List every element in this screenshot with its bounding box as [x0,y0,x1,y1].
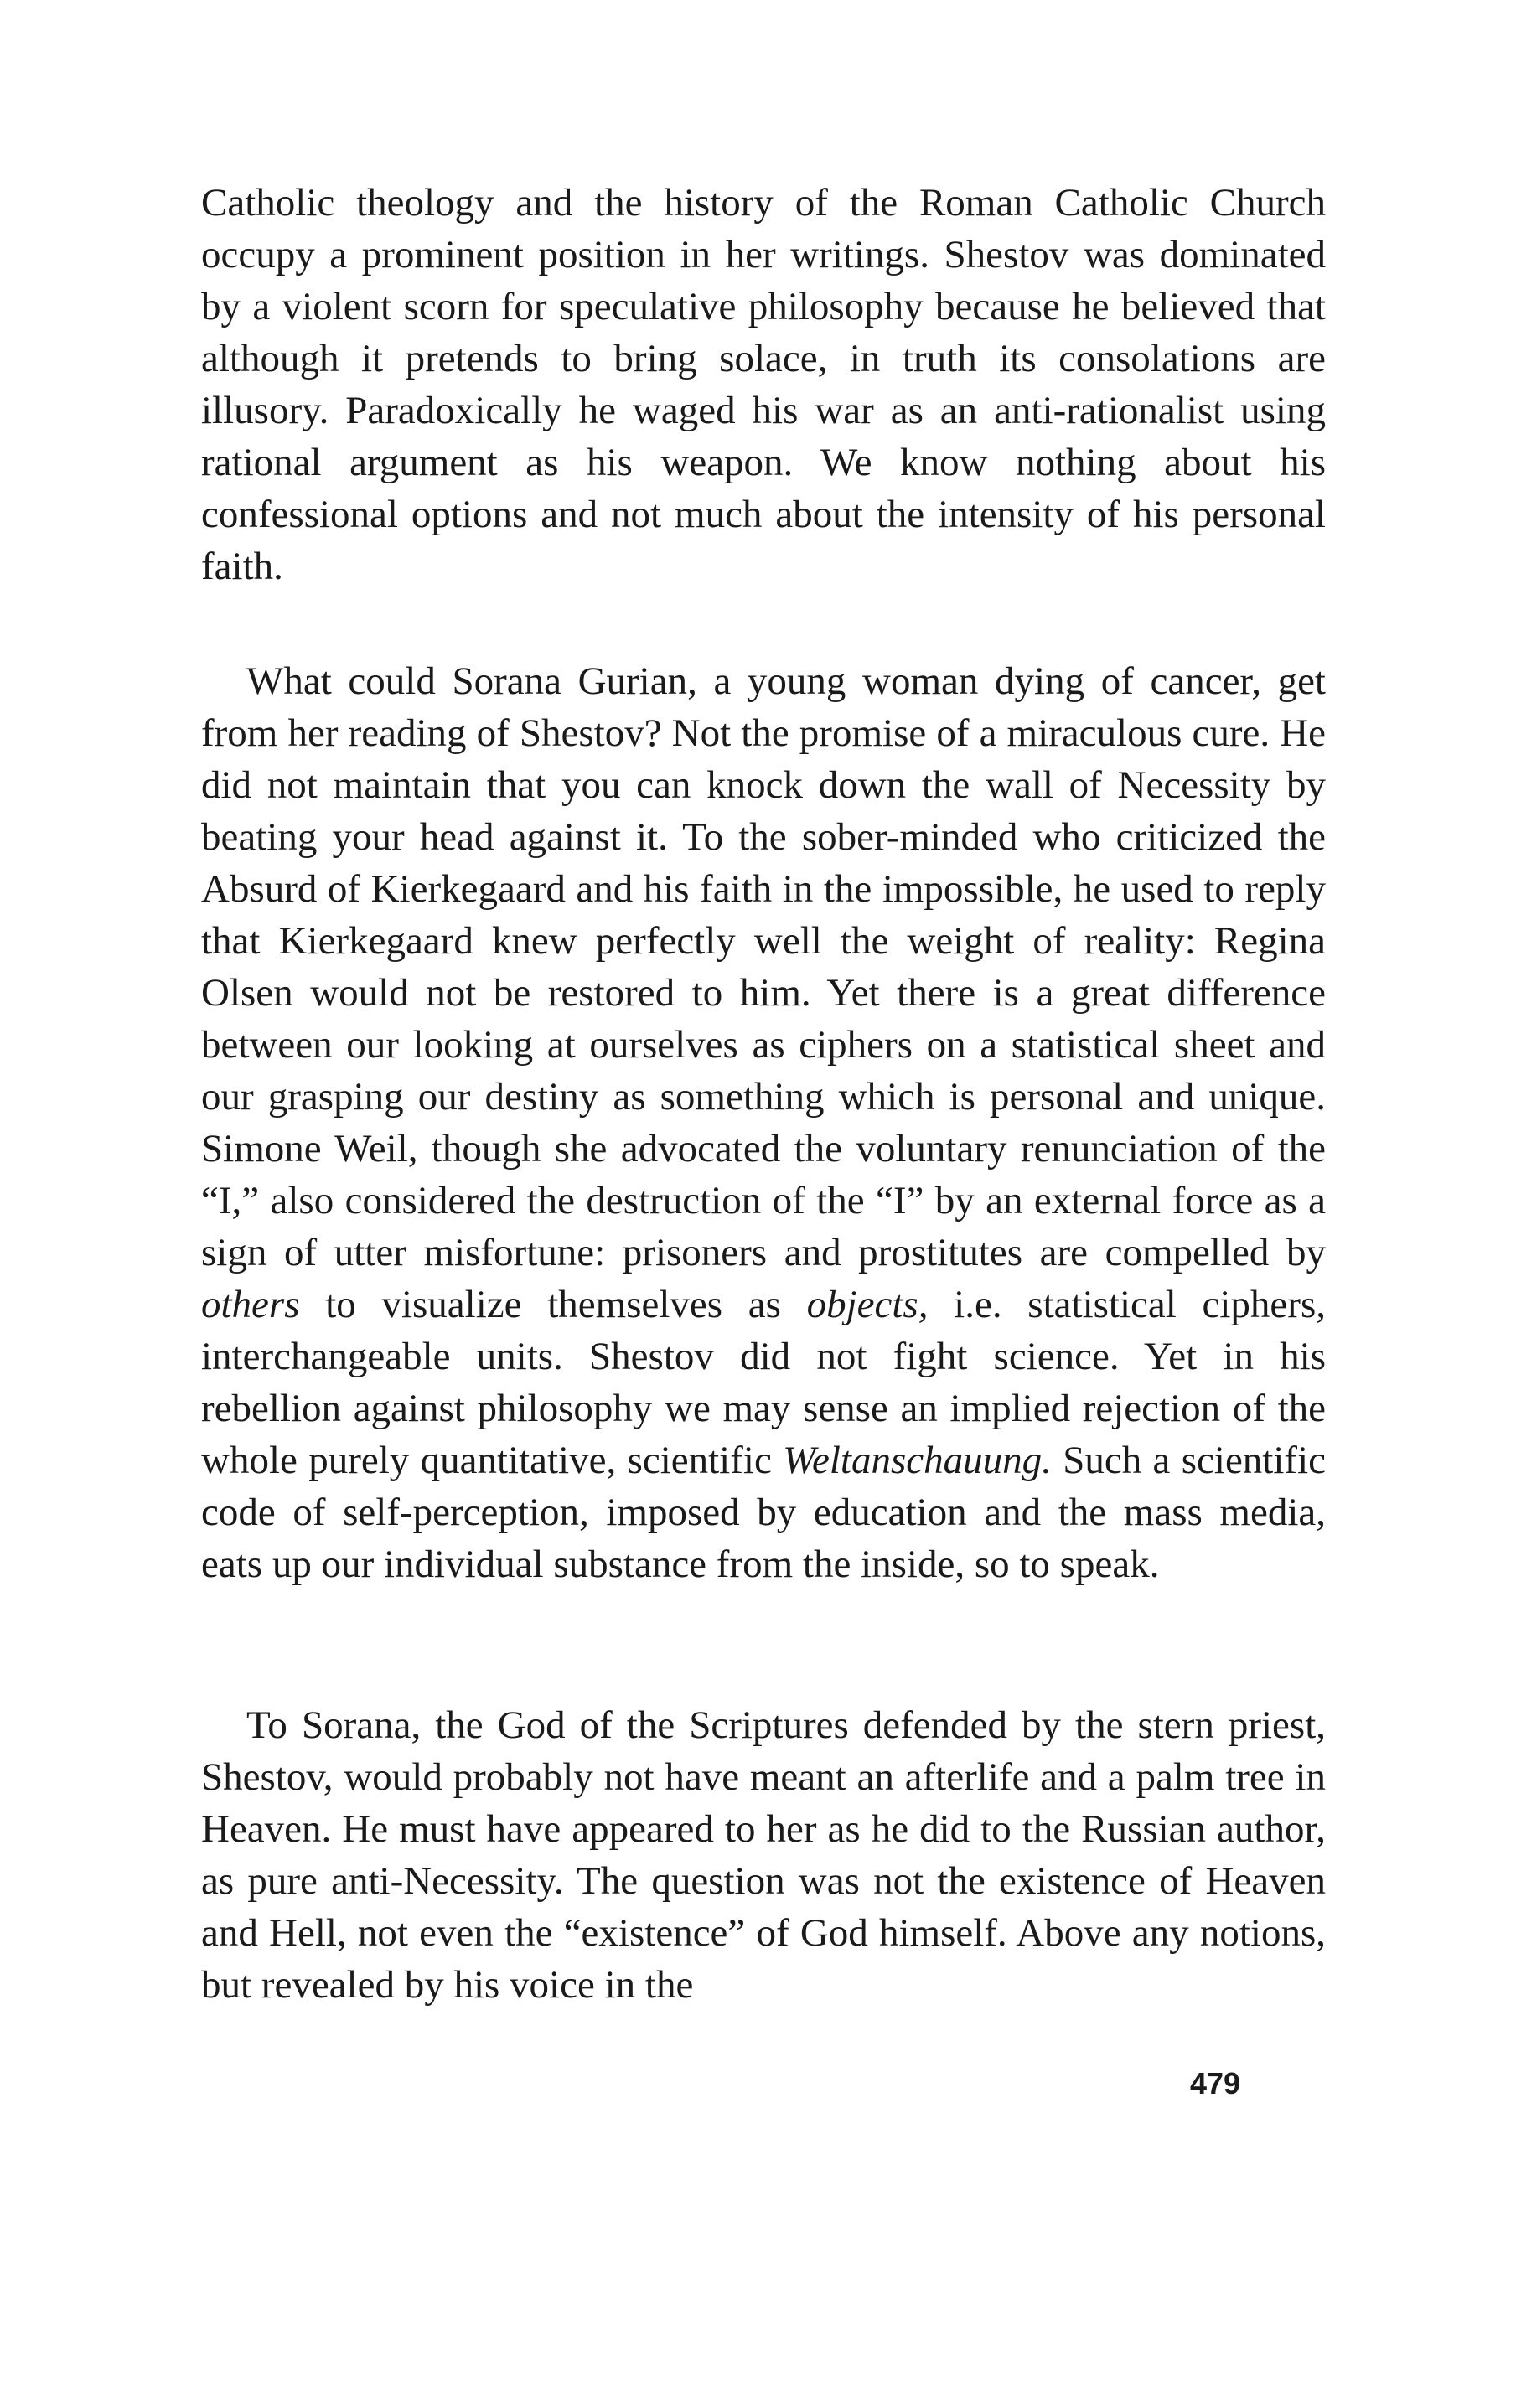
paragraph-1-text: Catholic theology and the history of the Roman Catholic Church occupy a prominent position in her writings. Shestov was dominated by a violent scorn for speculative philosophy because he believed that although it pretends to bring solace, in truth its consolations are illusory. Paradoxically he waged his war as an anti-rationalist using rational argument as his weapon. We know nothing about his confessional options and not much about the intensity of his personal faith. [201,181,1326,588]
paragraph-2-italic-others: others [201,1283,300,1326]
paragraph-3 [201,1699,1326,2011]
paragraph-3-text: To Sorana, the God of the Scriptures defended by the stern priest, Shestov, would probably not have meant an afterlife and a palm tree in Heaven. He must have appeared to her as he did to the Russian author, as pure anti-Necessity. The question was not the existence of Heaven and Hell, not even the “existence” of God himself. Above any notions, but revealed by his voice in the [201,1703,1326,2007]
paragraph-1 [201,177,1326,592]
paragraph-2-text-b: to visualize themselves as [299,1283,807,1326]
paragraph-2-italic-objects: objects, [806,1283,929,1326]
paragraph-2-text-d: Such a scientific code of self-perception, imposed by education and the mass media, eats up our individual substance from the inside, so to speak. [201,1439,1326,1586]
paragraph-2-text-a: What could Sorana Gurian, a young woman dying of cancer, get from her reading of Shestov? Not the promise of a miraculous cure. He did not maintain that you can knock down the wall of Necessity by beating your head against it. To the sober-minded who criticized the Absurd of Kierkegaard and his faith in the impossible, he used to reply that Kierkegaard knew perfectly well the weight of reality: Regina Olsen would not be restored to him. Yet there is a great difference between our looking at ourselves as ciphers on a statistical sheet and our grasping our destiny as something which is personal and unique. Simone Weil, though she advocated the voluntary renunciation of the “I,” also considered the destruction of the “I” by an external force as a sign of utter misfortune: prisoners and prostitutes are compelled by [201,659,1326,1274]
paragraph-2-text-c: i.e. statistical ciphers, interchangeable units. Shestov did not fight science. Yet in his rebellion against philosophy we may sense an implied rejection of the whole purely quantitative, scientific [201,1283,1326,1482]
paragraph-2-italic-weltanschauung: Weltanschauung. [783,1439,1052,1482]
paragraph-2 [201,655,1326,1590]
page-number: 479 [1189,2066,1241,2101]
